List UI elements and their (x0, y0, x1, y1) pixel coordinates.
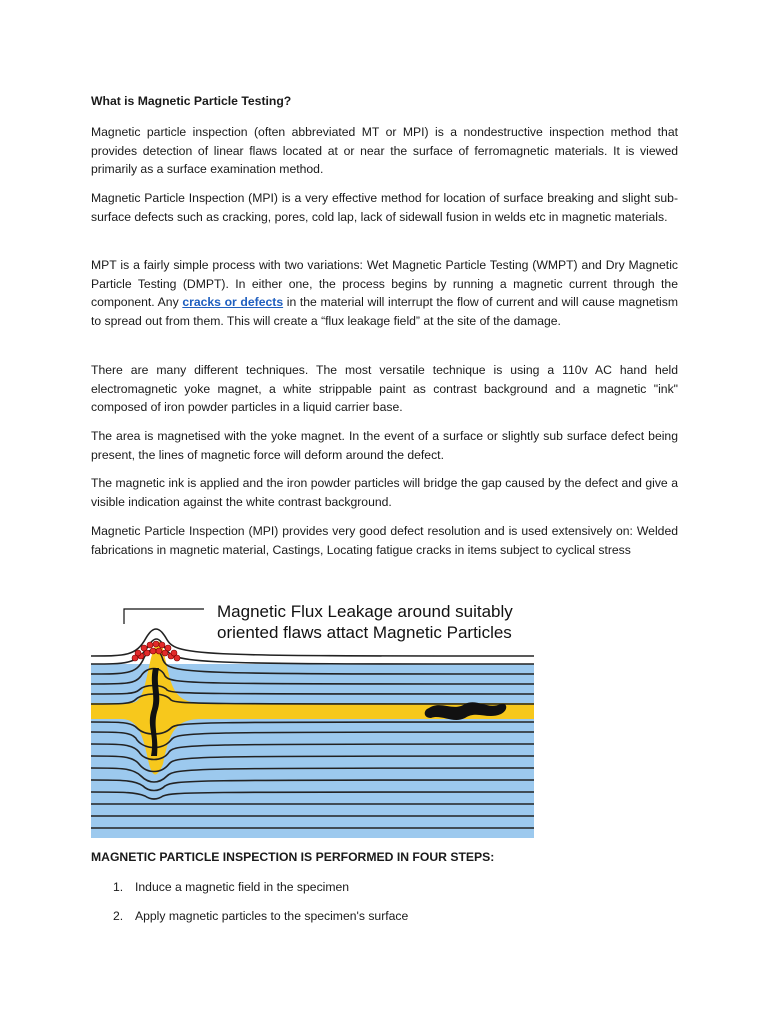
step-number: 2. (113, 909, 124, 923)
paragraph-intro: Magnetic particle inspection (often abbreviated MT or MPI) is a nondestructive inspection method that provides detection of linear flaws located at or near the surface of ferromagnetic materials. It is viewed primarily as a surface examination method. (91, 125, 678, 177)
list-item (113, 880, 349, 894)
caption-line-2: oriented flaws attact Magnetic Particles (217, 623, 512, 642)
cracks-defects-link[interactable]: cracks or defects (182, 295, 284, 310)
step-text: Induce a magnetic field in the specimen (135, 880, 350, 894)
figure-caption (217, 601, 537, 643)
caption-leader-line (124, 609, 204, 624)
step-number: 1. (113, 880, 124, 894)
list-item (113, 909, 408, 923)
paragraph-mpt-text-b: in the material will interrupt the flow of current and will cause magnetism to spread out from them. This will create a “flux leakage field” at the site of the damage. (91, 295, 678, 328)
paragraph-mpi: Magnetic Particle Inspection (MPI) is a very effective method for location of surface breaking and slight sub-surface defects such as cracking, pores, cold lap, lack of sidewall fusion in welds etc in magnetic materials. (91, 191, 678, 224)
paragraph-techniques: There are many different techniques. The most versatile technique is using a 110v AC hand held electromagnetic yoke magnet, a white strippable paint as contrast background and a magnetic "ink" composed of iron powder particles in a liquid carrier base. (91, 363, 678, 415)
paragraph-mpt-text-a: MPT is a fairly simple process with two variations: Wet Magnetic Particle Testing (WMPT) and Dry Magnetic Particle Testing (DMPT). In either one, the process begins by running a magnetic current through the component. Any (91, 258, 678, 310)
caption-line-1: Magnetic Flux Leakage around suitably (217, 602, 513, 621)
paragraph-magnetised: The area is magnetised with the yoke magnet. In the event of a surface or slightly sub surface defect being present, the lines of magnetic force will deform around the defect. (91, 429, 678, 462)
heading: What is Magnetic Particle Testing? (91, 94, 292, 108)
steps-heading: MAGNETIC PARTICLE INSPECTION IS PERFORMED IN FOUR STEPS: (91, 850, 495, 864)
paragraph-ink: The magnetic ink is applied and the iron powder particles will bridge the gap caused by the defect and give a visible indication against the white contrast background. (91, 476, 678, 509)
paragraph-mpt (91, 256, 678, 330)
paragraph-applications: Magnetic Particle Inspection (MPI) provides very good defect resolution and is used extensively on: Welded fabrications in magnetic material, Castings, Locating fatigue cracks in items subject to cyclical stress (91, 524, 678, 557)
step-text: Apply magnetic particles to the specimen's surface (135, 909, 409, 923)
